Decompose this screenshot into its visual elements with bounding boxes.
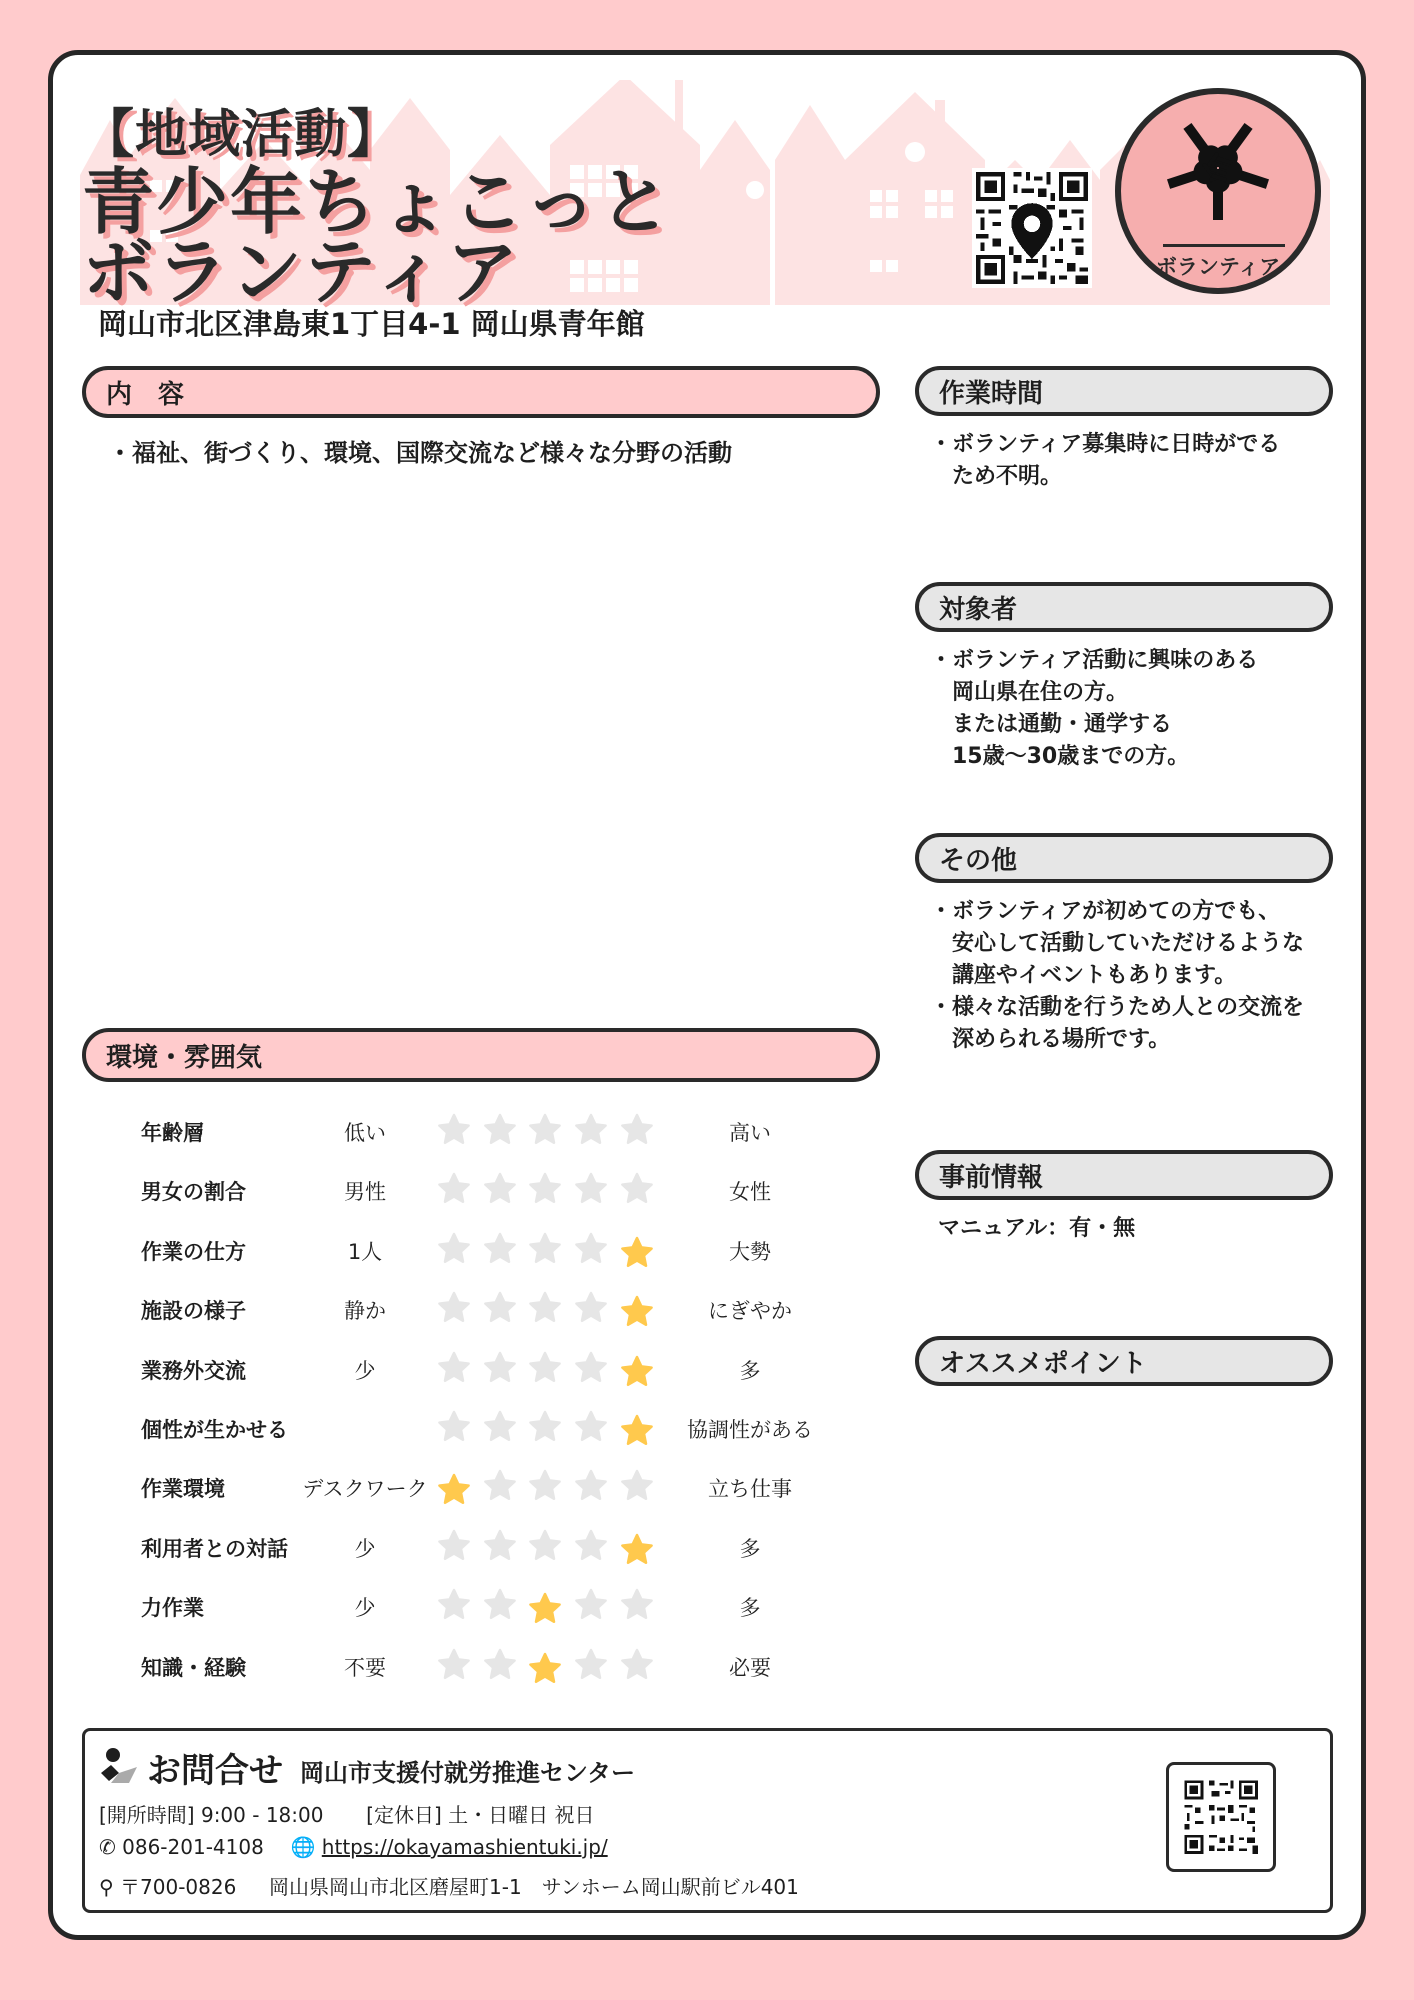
star-empty-icon <box>483 1351 517 1385</box>
star-empty-icon <box>574 1410 608 1444</box>
rating-low-label: 少 <box>354 1596 376 1621</box>
star-filled-icon <box>620 1355 654 1389</box>
star-empty-icon <box>574 1469 608 1503</box>
rating-label: 作業の仕方 <box>141 1239 246 1264</box>
star-empty-icon <box>483 1588 517 1622</box>
content-bullet: ・福祉、街づくり、環境、国際交流など様々な分野の活動 <box>108 439 732 467</box>
star-empty-icon <box>483 1172 517 1206</box>
star-empty-icon <box>528 1469 562 1503</box>
rating-label: 業務外交流 <box>141 1358 246 1383</box>
rating-high-label: 多 <box>739 1536 761 1561</box>
text-line: ・ボランティア募集時に日時がでる <box>930 432 1281 457</box>
rating-high-label: 女性 <box>729 1180 771 1205</box>
star-empty-icon <box>528 1113 562 1147</box>
star-empty-icon <box>574 1351 608 1385</box>
star-empty-icon <box>574 1588 608 1622</box>
text-line: ・ボランティアが初めての方でも、 <box>930 899 1281 924</box>
star-empty-icon <box>437 1410 471 1444</box>
star-empty-icon <box>620 1469 654 1503</box>
star-empty-icon <box>483 1232 517 1266</box>
star-empty-icon <box>437 1232 471 1266</box>
prior-info-heading: 事前情報 <box>915 1150 1333 1200</box>
star-empty-icon <box>528 1410 562 1444</box>
rating-label: 利用者との対話 <box>141 1536 288 1561</box>
star-empty-icon <box>483 1113 517 1147</box>
star-empty-icon <box>620 1648 654 1682</box>
content-heading: 内 容 <box>82 366 880 418</box>
star-empty-icon <box>437 1291 471 1325</box>
text-line: 15歳〜30歳までの方。 <box>930 744 1190 769</box>
star-filled-icon <box>437 1473 471 1507</box>
rating-low-label: 少 <box>354 1536 376 1561</box>
rating-row <box>0 1467 900 1507</box>
phone-url-row <box>99 1835 608 1859</box>
hours-value: 9:00 - 18:00 <box>200 1803 324 1827</box>
venue-address: 岡山市北区津島東1丁目4-1 岡山県青年館 <box>98 307 645 341</box>
star-empty-icon <box>483 1469 517 1503</box>
contact-title: お問合せ <box>147 1751 283 1791</box>
text-line: 岡山県在住の方。 <box>930 680 1129 705</box>
star-empty-icon <box>574 1232 608 1266</box>
rating-low-label: 静か <box>344 1299 386 1324</box>
website-link[interactable]: https://okayamashientuki.jp/ <box>321 1835 608 1859</box>
star-filled-icon <box>620 1414 654 1448</box>
rating-high-label: 必要 <box>729 1655 771 1680</box>
text-line: 深められる場所です。 <box>930 1027 1171 1052</box>
star-empty-icon <box>437 1113 471 1147</box>
star-filled-icon <box>620 1533 654 1567</box>
rating-high-label: 多 <box>739 1596 761 1621</box>
hours-row <box>99 1799 595 1828</box>
rating-high-label: 協調性がある <box>687 1418 813 1442</box>
title-line-2: ボランティア <box>82 230 521 314</box>
map-qr-code[interactable] <box>972 168 1092 288</box>
rating-label: 力作業 <box>141 1596 204 1621</box>
star-empty-icon <box>437 1648 471 1682</box>
star-empty-icon <box>437 1529 471 1563</box>
postal-code: 〒700-0826 <box>120 1875 237 1899</box>
rating-label: 個性が生かせる <box>141 1418 288 1442</box>
phone-number[interactable]: 086-201-4108 <box>122 1835 264 1859</box>
star-empty-icon <box>483 1529 517 1563</box>
rating-low-label: 男性 <box>344 1180 386 1205</box>
rating-low-label: 1人 <box>347 1239 383 1264</box>
contact-organization: 岡山市支援付就労推進センター <box>300 1759 636 1787</box>
work-hours-heading: 作業時間 <box>915 366 1333 416</box>
star-filled-icon <box>620 1236 654 1270</box>
rating-low-label: デスクワーク <box>302 1477 428 1502</box>
recommend-heading: オススメポイント <box>915 1336 1333 1386</box>
star-empty-icon <box>528 1291 562 1325</box>
rating-row <box>0 1527 900 1567</box>
joined-hands-icon <box>1161 110 1275 228</box>
rating-high-label: 多 <box>739 1358 761 1383</box>
rating-high-label: にぎやか <box>708 1299 792 1324</box>
rating-label: 男女の割合 <box>141 1180 246 1205</box>
rating-row <box>0 1230 900 1270</box>
star-empty-icon <box>574 1648 608 1682</box>
rating-row <box>0 1289 900 1329</box>
text-line: ・様々な活動を行うため人との交流を <box>930 995 1305 1020</box>
star-filled-icon <box>620 1295 654 1329</box>
volunteer-badge <box>1115 88 1321 294</box>
closed-label: [定休日] <box>366 1803 442 1827</box>
star-empty-icon <box>483 1410 517 1444</box>
star-empty-icon <box>437 1351 471 1385</box>
contact-box <box>82 1728 1333 1913</box>
manual-availability: マニュアル：有・無 <box>938 1216 1136 1241</box>
star-empty-icon <box>483 1648 517 1682</box>
rating-label: 年齢層 <box>141 1121 204 1145</box>
star-empty-icon <box>528 1172 562 1206</box>
target-heading: 対象者 <box>915 582 1333 632</box>
star-empty-icon <box>574 1172 608 1206</box>
rating-high-label: 大勢 <box>729 1239 771 1264</box>
rating-label: 作業環境 <box>141 1477 225 1502</box>
text-line: ・ボランティア活動に興味のある <box>930 648 1259 673</box>
person-check-icon <box>99 1747 139 1787</box>
rating-low-label: 不要 <box>344 1655 386 1680</box>
other-text <box>930 896 1304 1056</box>
star-filled-icon <box>528 1652 562 1686</box>
phone-icon: ✆ <box>99 1835 116 1859</box>
address-row <box>99 1871 799 1900</box>
badge-label: ボランティア <box>1155 255 1281 279</box>
star-empty-icon <box>437 1172 471 1206</box>
contact-address: 岡山県岡山市北区磨屋町1-1 サンホーム岡山駅前ビル401 <box>269 1875 799 1899</box>
star-empty-icon <box>528 1351 562 1385</box>
hours-label: [開所時間] <box>99 1803 195 1827</box>
rating-label: 施設の様子 <box>141 1299 246 1324</box>
star-filled-icon <box>528 1592 562 1626</box>
other-heading: その他 <box>915 833 1333 883</box>
closed-value: 土・日曜日 祝日 <box>448 1803 595 1827</box>
rating-row <box>0 1349 900 1389</box>
star-empty-icon <box>437 1588 471 1622</box>
rating-high-label: 高い <box>729 1121 771 1145</box>
text-line: 講座やイベントもあります。 <box>930 963 1237 988</box>
rating-row <box>0 1646 900 1686</box>
work-hours-text <box>930 429 1280 493</box>
rating-row <box>0 1586 900 1626</box>
website-qr-code[interactable] <box>1166 1762 1276 1872</box>
target-text <box>930 645 1258 773</box>
text-line: または通勤・通学する <box>930 712 1173 737</box>
star-empty-icon <box>574 1291 608 1325</box>
star-empty-icon <box>574 1529 608 1563</box>
rating-low-label: 少 <box>354 1358 376 1383</box>
star-empty-icon <box>483 1291 517 1325</box>
star-empty-icon <box>620 1588 654 1622</box>
badge-divider <box>1163 244 1285 247</box>
title-line-1: 青少年ちょこっと <box>82 160 673 244</box>
rating-row <box>0 1111 900 1151</box>
rating-low-label: 低い <box>344 1121 386 1145</box>
rating-label: 知識・経験 <box>141 1655 246 1680</box>
environment-heading: 環境・雰囲気 <box>82 1028 880 1082</box>
location-pin-icon: ⚲ <box>99 1875 114 1899</box>
star-empty-icon <box>528 1529 562 1563</box>
rating-row <box>0 1170 900 1210</box>
category-label: 【地域活動】 <box>82 105 401 165</box>
rating-row <box>0 1408 900 1448</box>
rating-high-label: 立ち仕事 <box>708 1477 792 1502</box>
globe-icon: 🌐 <box>290 1835 316 1859</box>
text-line: 安心して活動していただけるような <box>930 931 1305 956</box>
text-line: ため不明。 <box>930 464 1063 489</box>
star-empty-icon <box>620 1172 654 1206</box>
star-empty-icon <box>528 1232 562 1266</box>
star-empty-icon <box>574 1113 608 1147</box>
star-empty-icon <box>620 1113 654 1147</box>
